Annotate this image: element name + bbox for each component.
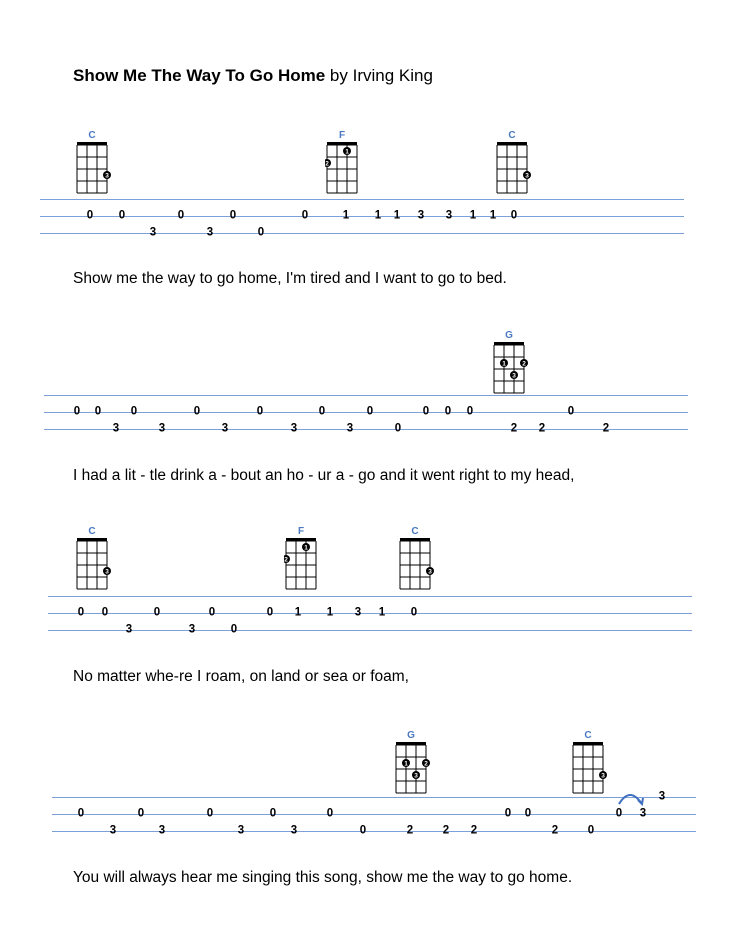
tab-note: 0 bbox=[229, 209, 237, 222]
chord-diagram-grid bbox=[571, 741, 607, 795]
lyric-line: You will always hear me singing this song, show me the way to go home. bbox=[73, 869, 573, 886]
tab-note: 1 bbox=[374, 209, 382, 222]
tab-note: 0 bbox=[101, 606, 109, 619]
tab-note: 0 bbox=[86, 209, 94, 222]
tab-note: 1 bbox=[489, 209, 497, 222]
lyric-line: Show me the way to go home, I'm tired and I want to go to bed. bbox=[73, 270, 507, 287]
tab-note: 1 bbox=[469, 209, 477, 222]
chord-diagram-grid bbox=[394, 741, 430, 795]
tab-note: 0 bbox=[77, 606, 85, 619]
finger-number: 2 bbox=[424, 760, 428, 768]
chord-name: C bbox=[88, 130, 96, 141]
chord-name: F bbox=[338, 130, 346, 141]
tab-note: 3 bbox=[125, 623, 133, 636]
tab-note: 3 bbox=[158, 824, 166, 837]
tab-note: 0 bbox=[444, 405, 452, 418]
tab-note: 0 bbox=[208, 606, 216, 619]
chord-diagram bbox=[571, 731, 605, 795]
tab-note: 3 bbox=[188, 623, 196, 636]
tab-note: 3 bbox=[221, 422, 229, 435]
tab-note: 0 bbox=[266, 606, 274, 619]
tab-note: 0 bbox=[269, 807, 277, 820]
song-title: Show Me The Way To Go Home bbox=[73, 66, 326, 85]
slide-arc-icon bbox=[616, 790, 646, 806]
finger-number: 2 bbox=[522, 360, 526, 368]
tab-note: 0 bbox=[410, 606, 418, 619]
finger-number: 1 bbox=[345, 148, 349, 156]
tab-note: 3 bbox=[112, 422, 120, 435]
tab-note: 2 bbox=[406, 824, 414, 837]
tab-note: 0 bbox=[510, 209, 518, 222]
finger-number: 2 bbox=[284, 556, 288, 564]
tab-note: 0 bbox=[94, 405, 102, 418]
tab-note: 0 bbox=[326, 807, 334, 820]
chord-name: C bbox=[508, 130, 516, 141]
tab-note: 2 bbox=[470, 824, 478, 837]
tab-note: 0 bbox=[130, 405, 138, 418]
tab-note: 0 bbox=[230, 623, 238, 636]
tab-note: 3 bbox=[639, 807, 647, 820]
tab-note: 0 bbox=[301, 209, 309, 222]
tab-note: 2 bbox=[551, 824, 559, 837]
tab-note: 0 bbox=[206, 807, 214, 820]
tab-note: 2 bbox=[442, 824, 450, 837]
tab-note: 3 bbox=[149, 226, 157, 239]
tab-note: 1 bbox=[342, 209, 350, 222]
tab-note: 1 bbox=[393, 209, 401, 222]
tab-note: 0 bbox=[615, 807, 623, 820]
tab-note: 0 bbox=[394, 422, 402, 435]
tab-note: 0 bbox=[257, 226, 265, 239]
tab-note: 0 bbox=[359, 824, 367, 837]
chord-name: C bbox=[88, 526, 96, 537]
tab-note: 1 bbox=[326, 606, 334, 619]
lyric-line: I had a lit - tle drink a - bout an ho - ur a - go and it went right to my head, bbox=[73, 467, 575, 484]
chord-name: G bbox=[407, 730, 415, 741]
tab-note: 0 bbox=[422, 405, 430, 418]
tab-note: 3 bbox=[658, 790, 666, 803]
chord-name: F bbox=[297, 526, 305, 537]
staff-line bbox=[52, 814, 696, 815]
tab-note: 2 bbox=[602, 422, 610, 435]
tab-note: 3 bbox=[158, 422, 166, 435]
staff-line bbox=[52, 797, 696, 798]
tab-note: 0 bbox=[118, 209, 126, 222]
tab-note: 2 bbox=[510, 422, 518, 435]
finger-number: 3 bbox=[414, 772, 418, 780]
chord-name: C bbox=[584, 730, 592, 741]
finger-number: 3 bbox=[105, 172, 109, 180]
finger-number: 3 bbox=[512, 372, 516, 380]
tab-note: 3 bbox=[346, 422, 354, 435]
finger-number: 1 bbox=[304, 544, 308, 552]
finger-number: 3 bbox=[525, 172, 529, 180]
chord-name: G bbox=[505, 330, 513, 341]
chord-diagram bbox=[394, 731, 428, 795]
lyric-line: No matter whe-re I roam, on land or sea or foam, bbox=[73, 668, 409, 685]
tab-note: 0 bbox=[177, 209, 185, 222]
finger-number: 1 bbox=[404, 760, 408, 768]
finger-number: 3 bbox=[601, 772, 605, 780]
tab-note: 3 bbox=[237, 824, 245, 837]
tab-note: 3 bbox=[354, 606, 362, 619]
tab-note: 0 bbox=[153, 606, 161, 619]
tab-note: 3 bbox=[290, 824, 298, 837]
tab-note: 3 bbox=[290, 422, 298, 435]
tab-note: 0 bbox=[504, 807, 512, 820]
tab-note: 0 bbox=[193, 405, 201, 418]
tab-note: 0 bbox=[137, 807, 145, 820]
finger-number: 3 bbox=[105, 568, 109, 576]
chord-name: C bbox=[411, 526, 419, 537]
tab-note: 0 bbox=[466, 405, 474, 418]
tab-note: 3 bbox=[445, 209, 453, 222]
tab-note: 0 bbox=[256, 405, 264, 418]
tab-note: 3 bbox=[206, 226, 214, 239]
tab-note: 2 bbox=[538, 422, 546, 435]
finger-number: 1 bbox=[502, 360, 506, 368]
tab-note: 0 bbox=[567, 405, 575, 418]
tab-note: 0 bbox=[318, 405, 326, 418]
tab-note: 0 bbox=[524, 807, 532, 820]
song-author: by Irving King bbox=[329, 66, 433, 85]
tab-note: 3 bbox=[417, 209, 425, 222]
finger-number: 2 bbox=[325, 160, 329, 168]
tab-note: 0 bbox=[587, 824, 595, 837]
tab-note: 0 bbox=[366, 405, 374, 418]
finger-number: 3 bbox=[428, 568, 432, 576]
tab-note: 0 bbox=[77, 807, 85, 820]
staff-line bbox=[52, 831, 696, 832]
tab-note: 1 bbox=[294, 606, 302, 619]
tab-note: 1 bbox=[378, 606, 386, 619]
tab-note: 0 bbox=[73, 405, 81, 418]
tab-note: 3 bbox=[109, 824, 117, 837]
